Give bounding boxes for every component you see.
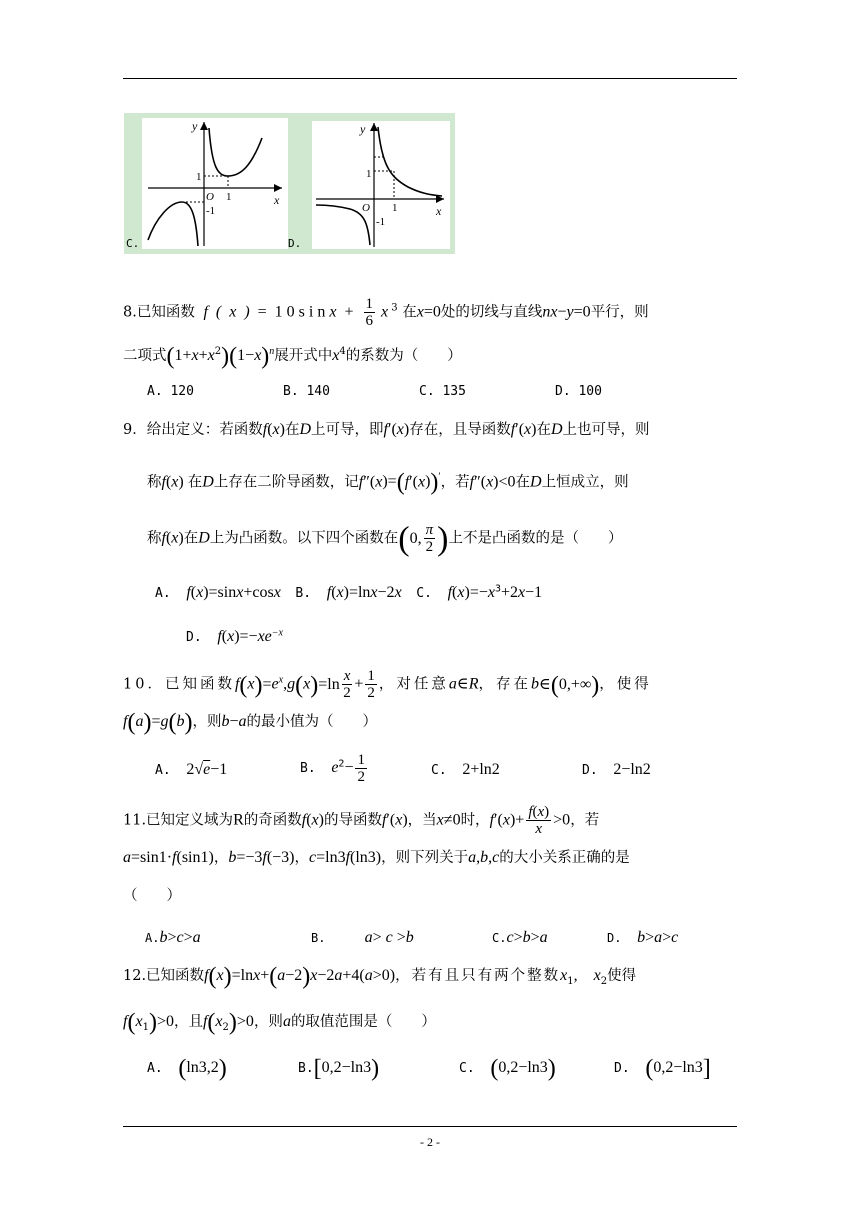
q9-line-3: 称f(x)在D上为凸函数。以下四个函数在(0, $\frac{\pi}{2}$ )上不是凸函数的是（ ）: [147, 519, 623, 557]
option-c[interactable]: C. 135: [419, 384, 466, 399]
q10-options: [155, 752, 715, 790]
math: b: [228, 849, 237, 866]
math: x: [272, 421, 280, 438]
math: f: [358, 473, 364, 491]
math: a: [468, 849, 477, 866]
math: f: [204, 967, 209, 984]
math: f: [469, 473, 475, 491]
math: −2: [317, 967, 335, 984]
math: (−3): [266, 849, 295, 866]
math: f: [123, 1013, 128, 1030]
q8-line-2: 二项式$(1+x+x^2)(1-x)^n$展开式中$x^4$的系数为（ ）: [123, 343, 462, 370]
tick-label-1: 1: [226, 191, 232, 203]
math: )>0: [228, 1009, 254, 1036]
math: ≠0: [443, 811, 461, 829]
math: =0: [423, 303, 441, 321]
math: ): [403, 421, 410, 438]
option-a[interactable]: A. 120: [147, 384, 194, 399]
option-d[interactable]: D. $f(x)=-xe^{-x}$: [186, 628, 283, 646]
math: ): [279, 421, 285, 438]
math: ,: [476, 849, 481, 866]
option-c[interactable]: C. 2+ln2: [431, 761, 500, 778]
option-a[interactable]: A. 2√e−1: [155, 761, 228, 778]
math: x: [311, 811, 319, 829]
y-axis-arrow: [200, 122, 208, 130]
math: x: [310, 967, 318, 984]
option-b[interactable]: B. a> c >b: [311, 929, 414, 946]
math: x: [254, 346, 262, 364]
math: a: [282, 1013, 291, 1030]
math: ,: [283, 675, 288, 693]
math: )=ln: [223, 963, 254, 990]
math: (0,: [398, 519, 422, 557]
figure-c-graph: [142, 118, 288, 249]
math: −: [229, 713, 239, 730]
figure-c-label: C.: [126, 237, 140, 250]
tick-label-1: 1: [196, 171, 202, 183]
math: D: [550, 421, 563, 438]
header-rule: [123, 78, 737, 79]
math: (: [207, 1009, 216, 1036]
math: c: [309, 849, 317, 866]
option-d[interactable]: D. 2−ln2: [582, 761, 651, 778]
q12-options: [147, 1055, 717, 1084]
math: (sin1): [176, 849, 214, 866]
math: )>0: [148, 1009, 174, 1036]
q12-line-1: 12.已知函数f(x)=lnx+(a−2)x−2a+4(a>0)，若有且只有两个整数$x_1$, $x_2$使得: [123, 963, 637, 990]
answer-figures: [124, 113, 455, 254]
q11-line-3: （ ）: [123, 888, 181, 904]
math: )=ln: [310, 671, 340, 698]
math: ): [178, 529, 184, 547]
math: f: [510, 421, 516, 438]
option-a[interactable]: A.b>c>a: [145, 929, 201, 946]
math: f: [345, 849, 351, 866]
math: a: [277, 967, 286, 984]
q10-line-2: f(a)=g(b)，则b−a的最小值为（ ）: [123, 709, 378, 736]
math: f: [489, 811, 495, 829]
option-a[interactable]: A. f(x)=sinx+cosx: [155, 584, 281, 602]
curve-right: [378, 127, 442, 196]
tick-label-1: 1: [366, 168, 372, 180]
q9-options-2: [186, 624, 283, 648]
math: x: [191, 346, 199, 364]
math: x: [417, 473, 426, 491]
math: (ln3): [350, 849, 382, 866]
curve-left: [148, 202, 198, 246]
axis-label-y: y: [360, 122, 366, 136]
q12-line-2: $f(x_1)>0$，且$f(x_2)>0$，则a的取值范围是（ ）: [123, 1009, 436, 1036]
x-axis-arrow: [274, 184, 282, 192]
option-b[interactable]: B.[0,2−ln3): [298, 1055, 380, 1082]
math: x: [247, 675, 255, 693]
q9-line-1: 9．给出定义：若函数f(x)在D上可导，即f′(x)存在，且导函数f′(x)在D上也可导，则: [123, 421, 650, 438]
math: x: [171, 473, 179, 491]
math: )<0: [493, 473, 516, 491]
math: ))′: [425, 469, 441, 496]
option-c[interactable]: C. $f(x)=-x^3+2x-1$: [416, 584, 543, 602]
math: D: [530, 473, 542, 491]
math: +: [198, 346, 208, 364]
math: ): [531, 421, 537, 438]
math: (: [306, 811, 312, 829]
math: x: [524, 421, 532, 438]
math: R: [233, 811, 244, 829]
math: x: [332, 346, 340, 364]
math: x: [416, 303, 424, 321]
math: x: [502, 811, 510, 829]
math: x: [560, 967, 568, 984]
math: ): [178, 473, 188, 491]
math: b: [176, 713, 185, 730]
math: f: [161, 529, 166, 547]
axis-label-x: x: [274, 193, 280, 207]
fraction: $\frac{f(x)}{x}$: [528, 804, 550, 837]
math: >0: [553, 811, 571, 829]
math: f ( x ): [199, 303, 258, 321]
math: ): [261, 343, 270, 370]
math: )+: [509, 811, 525, 829]
math: f: [381, 811, 387, 829]
math: ∈(0,+∞): [539, 671, 600, 698]
math: x: [396, 421, 404, 438]
figure-d-panel: [312, 121, 450, 249]
math: (1+: [166, 343, 192, 370]
q11-options: [145, 928, 715, 952]
axis-label-y: y: [192, 119, 198, 133]
math: (: [295, 671, 304, 698]
math: g: [160, 713, 169, 730]
figure-d-label: D.: [288, 237, 302, 250]
math: −: [557, 303, 567, 321]
option-a[interactable]: A. (ln3,2): [147, 1055, 227, 1082]
math: +: [354, 675, 364, 693]
math: )=: [254, 671, 272, 698]
tick-label-neg1: -1: [206, 205, 216, 217]
math: g: [287, 675, 296, 693]
math: x: [216, 967, 224, 984]
origin-label: O: [362, 202, 370, 214]
math: −2): [285, 963, 311, 990]
math: D: [198, 529, 210, 547]
math: f: [234, 675, 240, 693]
math: ): [402, 811, 408, 829]
q9-line-2: 称f(x) 在D上存在二阶导函数，记f″(x)=(f′(x))′，若f″(x)<0在D上恒成立，则: [147, 469, 629, 496]
math: x: [325, 303, 345, 321]
math: a: [364, 967, 373, 984]
q10-line-1: 10．已知函数$f(x)=e^x,g(x)=\ln$ $\frac{x}{2}$ + $\frac{1}{2}$ ，对任意a∈R，存在b∈(0,+∞)，使得: [123, 668, 652, 701]
option-d[interactable]: D. b>a>c: [607, 929, 679, 946]
math: f: [172, 849, 177, 866]
math: ∈: [456, 675, 469, 693]
math: =ln3: [316, 849, 346, 866]
math: a: [135, 713, 144, 730]
math: (: [239, 671, 248, 698]
math: f: [202, 1013, 208, 1030]
math: a: [238, 713, 247, 730]
math: x: [171, 529, 179, 547]
math: x: [135, 1013, 143, 1030]
origin-label: O: [206, 191, 214, 203]
math: (: [165, 529, 172, 547]
y-axis-arrow: [370, 123, 378, 131]
math: x: [207, 346, 215, 364]
q9-options-1: [155, 580, 542, 604]
math: R: [468, 675, 479, 693]
figure-c-panel: [142, 118, 288, 249]
math: =0: [573, 303, 591, 321]
math: f: [123, 713, 128, 730]
math: (: [165, 473, 172, 491]
math: (: [127, 709, 136, 736]
math: ′(: [386, 811, 396, 829]
option-d[interactable]: D. 100: [555, 384, 602, 399]
option-b[interactable]: B. $e^2-$ $\frac{1}{2}$: [300, 752, 365, 785]
math: D: [202, 473, 214, 491]
q11-line-2: a=sin1·f(sin1)，b=−3f(−3)，c=ln3f(ln3)，则下列关于a,b,c的大小关系正确的是: [123, 849, 630, 866]
math: ): [318, 811, 324, 829]
option-c[interactable]: C.c>b>a: [492, 929, 548, 946]
q11-line-1: 11.已知定义域为R的奇函数f(x)的导函数f′(x)，当x≠0时，f′(x)+ $\frac{f(x)}{x}$ >0，若: [123, 804, 600, 837]
page-number: - 2 -: [420, 1135, 440, 1149]
axis-label-x: x: [436, 204, 442, 218]
math: f: [262, 849, 267, 866]
math: ′(: [409, 473, 418, 491]
math: (: [168, 709, 177, 736]
math: nx: [542, 303, 558, 321]
tick-label-1: 1: [392, 202, 398, 214]
math: )=(: [382, 469, 405, 496]
math: x: [486, 473, 494, 491]
math: >0): [372, 967, 396, 984]
math: ′(: [494, 811, 503, 829]
math: ): [184, 709, 193, 736]
math: x: [593, 967, 601, 984]
math: ′(: [387, 421, 397, 438]
math: (: [208, 963, 217, 990]
figure-d-graph: [312, 121, 450, 249]
option-c[interactable]: C. (0,2−ln3): [459, 1055, 556, 1082]
option-b[interactable]: B. 140: [283, 384, 330, 399]
math: e: [271, 675, 279, 693]
option-d[interactable]: D. (0,2−ln3]: [614, 1055, 711, 1082]
math: a: [334, 967, 343, 984]
math: ″(: [363, 473, 376, 491]
math: =sin1·: [131, 849, 173, 866]
math: x: [375, 473, 383, 491]
math: f: [404, 473, 410, 491]
math: f: [161, 473, 166, 491]
math: b: [221, 713, 230, 730]
math: +: [344, 303, 362, 321]
math: f: [301, 811, 307, 829]
q8-line-1: 8.已知函数 f ( x ) = 1 0 s i n x + $\frac{1}{6}$ x $^3$ 在x=0处的切线与直线nx−y=0平行，则: [123, 296, 649, 329]
math: a: [448, 675, 457, 693]
math: f: [262, 421, 268, 438]
option-b[interactable]: B. f(x)=lnx−2x: [295, 584, 402, 602]
math: +(: [260, 963, 278, 990]
math: x: [395, 811, 403, 829]
math: +4(: [342, 967, 365, 984]
fraction: $\frac{x}{2}$: [343, 668, 351, 701]
math: (: [127, 1009, 136, 1036]
math: =−3: [236, 849, 263, 866]
footer-rule: [123, 1126, 737, 1127]
math: ,: [573, 967, 594, 984]
math: )=: [143, 709, 161, 736]
math: a: [123, 849, 131, 866]
math: ′(: [515, 421, 525, 438]
math: x: [303, 675, 311, 693]
curve-right: [209, 128, 262, 176]
fraction: $\frac{\pi}{2}$: [425, 522, 434, 555]
math: ″(: [474, 473, 487, 491]
math: x: [436, 811, 444, 829]
tick-label-neg1: -1: [376, 216, 386, 228]
math: x: [377, 303, 389, 321]
math: (: [267, 421, 273, 438]
math: b: [531, 675, 540, 693]
math: b: [480, 849, 489, 866]
math: ,: [488, 849, 493, 866]
math: y: [566, 303, 574, 321]
math: )(1−: [221, 343, 255, 370]
math: f: [383, 421, 388, 438]
math: c: [492, 849, 500, 866]
math: ): [437, 519, 449, 557]
fraction: $\frac{1}{6}$: [365, 296, 373, 329]
math: D: [299, 421, 312, 438]
math: = 1 0 s i n: [257, 303, 326, 321]
fraction: $\frac{1}{2}$: [367, 668, 375, 701]
math: x: [253, 967, 261, 984]
math: x: [215, 1013, 223, 1030]
